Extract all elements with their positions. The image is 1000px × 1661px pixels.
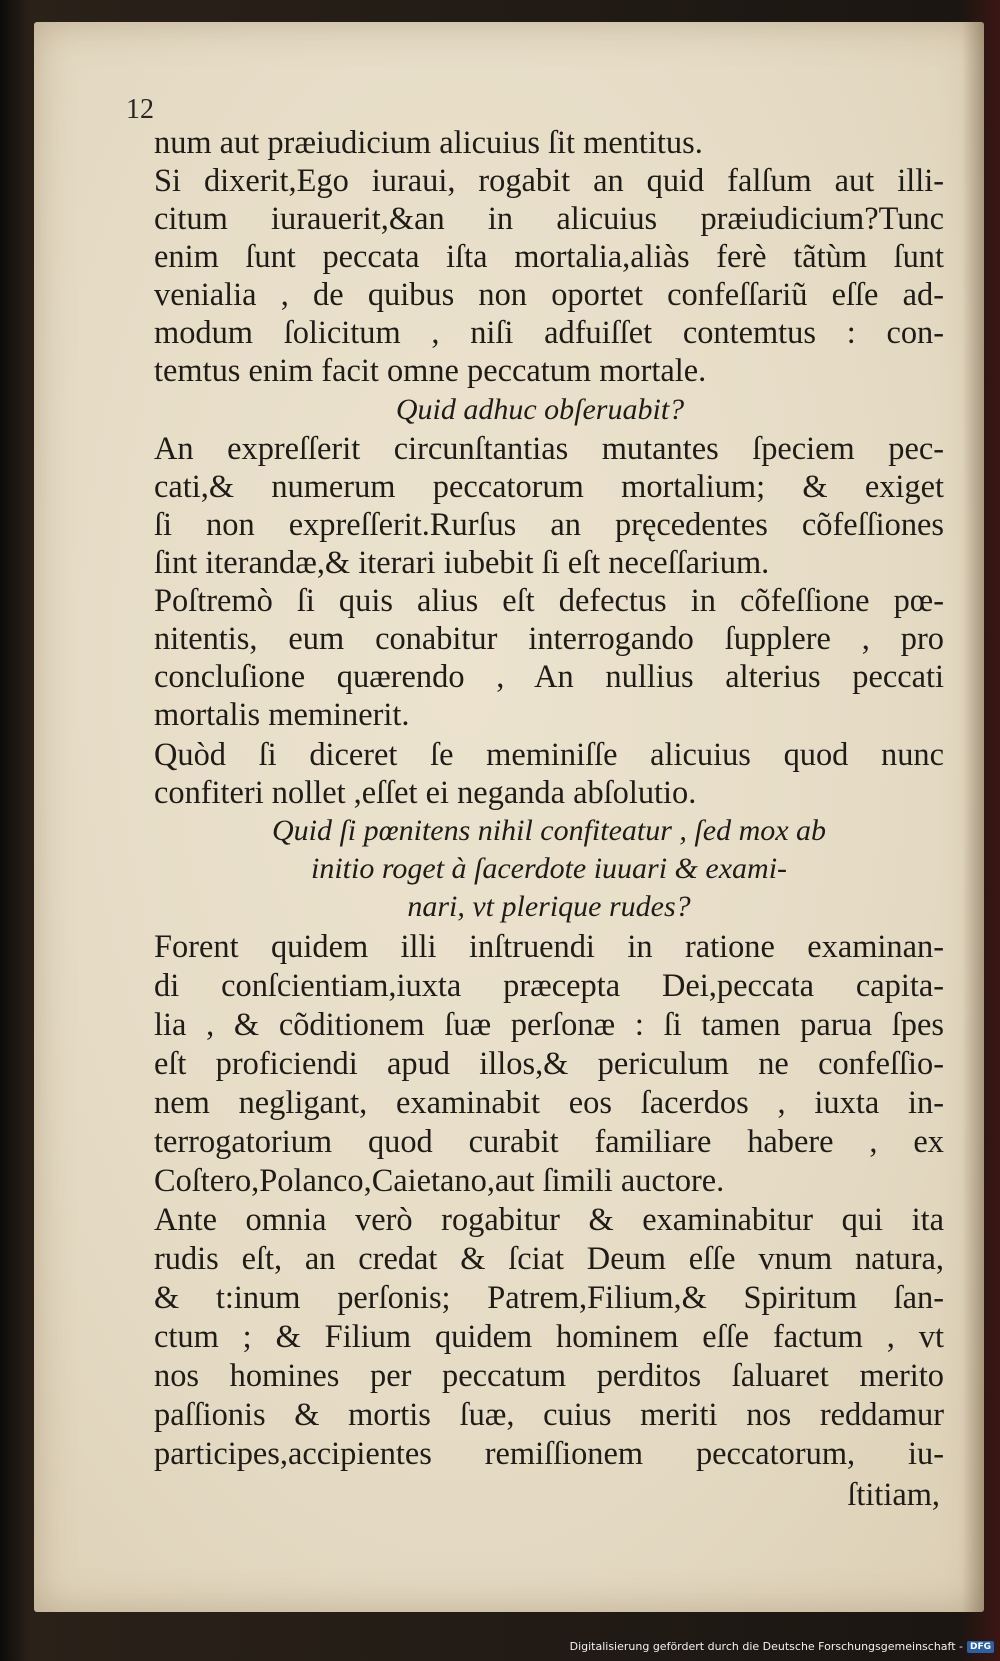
text-line: rudis eſt, an credat & ſciat Deum eſſe vnum natura, <box>154 1241 944 1277</box>
text-line: Ante omnia verò rogabitur & examinabitur qui ita <box>154 1202 944 1238</box>
text-line: mortalis meminerit. <box>154 697 410 733</box>
text-line: num aut præiudicium alicuius ſit mentitus. <box>154 125 703 161</box>
catchword: ſtitiam, <box>847 1477 940 1513</box>
text-line: nem negligant, examinabit eos ſacerdos , iuxta in- <box>154 1085 944 1121</box>
footer-text: Digitalisierung gefördert durch die Deutsche Forschungsgemeinschaft - <box>569 1640 963 1653</box>
text-line: citum iurauerit,&an in alicuius præiudicium?Tunc <box>154 201 944 237</box>
text-line: paſſionis & mortis ſuæ, cuius meriti nos reddamur <box>154 1397 944 1433</box>
text-line: concluſione quærendo , An nullius alterius peccati <box>154 659 944 695</box>
text-line: participes,accipientes remiſſionem peccatorum, iu- <box>154 1436 944 1472</box>
page-number: 12 <box>126 94 154 125</box>
text-line: An expreſſerit circunſtantias mutantes ſpeciem pec- <box>154 431 944 467</box>
text-line: venialia , de quibus non oportet confeſſariũ eſſe ad- <box>154 277 944 313</box>
text-line: Poſtremò ſi quis alius eſt defectus in cõfeſſione pœ- <box>154 583 944 619</box>
page-edge-shadow <box>962 22 984 1612</box>
digitization-footer <box>570 1640 994 1653</box>
text-line: Coſtero,Polanco,Caietano,aut ſimili auctore. <box>154 1163 725 1199</box>
text-line: lia , & cõditionem ſuæ perſonæ : ſi tamen parua ſpes <box>154 1007 944 1043</box>
text-line: enim ſunt peccata iſta mortalia,aliàs ferè tãtùm ſunt <box>154 239 944 275</box>
text-line: ctum ; & Filium quidem hominem eſſe factum , vt <box>154 1319 944 1355</box>
text-line: cati,& numerum peccatorum mortalium; & exiget <box>154 469 944 505</box>
text-line: eſt proficiendi apud illos,& periculum ne confeſſio- <box>154 1046 944 1082</box>
text-line: Quòd ſi diceret ſe meminiſſe alicuius quod nunc <box>154 737 944 773</box>
text-line: modum ſolicitum , niſi adfuiſſet contemtus : con- <box>154 315 944 351</box>
text-line: confiteri nollet ,eſſet ei neganda abſolutio. <box>154 775 697 811</box>
dfg-logo: DFG <box>967 1641 994 1653</box>
text-line: Forent quidem illi inſtruendi in ratione examinan- <box>154 929 944 965</box>
text-line: terrogatorium quod curabit familiare habere , ex <box>154 1124 944 1160</box>
section-heading: Quid ſi pœnitens nihil confiteatur , ſed mox ab <box>271 814 827 847</box>
text-line: temtus enim facit omne peccatum mortale. <box>154 353 707 389</box>
text-line: & t:inum perſonis; Patrem,Filium,& Spiritum ſan- <box>154 1280 944 1316</box>
text-line: nitentis, eum conabitur interrogando ſupplere , pro <box>154 621 944 657</box>
section-heading: Quid adhuc obſeruabit? <box>395 393 685 426</box>
text-line: di conſcientiam,iuxta præcepta Dei,peccata capita- <box>154 968 944 1004</box>
text-line: ſint iterandæ,& iterari iubebit ſi eſt neceſſarium. <box>154 545 770 581</box>
text-line: ſi non expreſſerit.Rurſus an pręcedentes cõfeſſiones <box>154 507 944 543</box>
section-heading: initio roget à ſacerdote iuuari & exami- <box>310 852 788 885</box>
text-line: nos homines per peccatum perditos ſaluaret merito <box>154 1358 944 1394</box>
text-line: Si dixerit,Ego iuraui, rogabit an quid falſum aut illi- <box>154 163 944 199</box>
section-heading: nari, vt plerique rudes? <box>407 890 691 923</box>
